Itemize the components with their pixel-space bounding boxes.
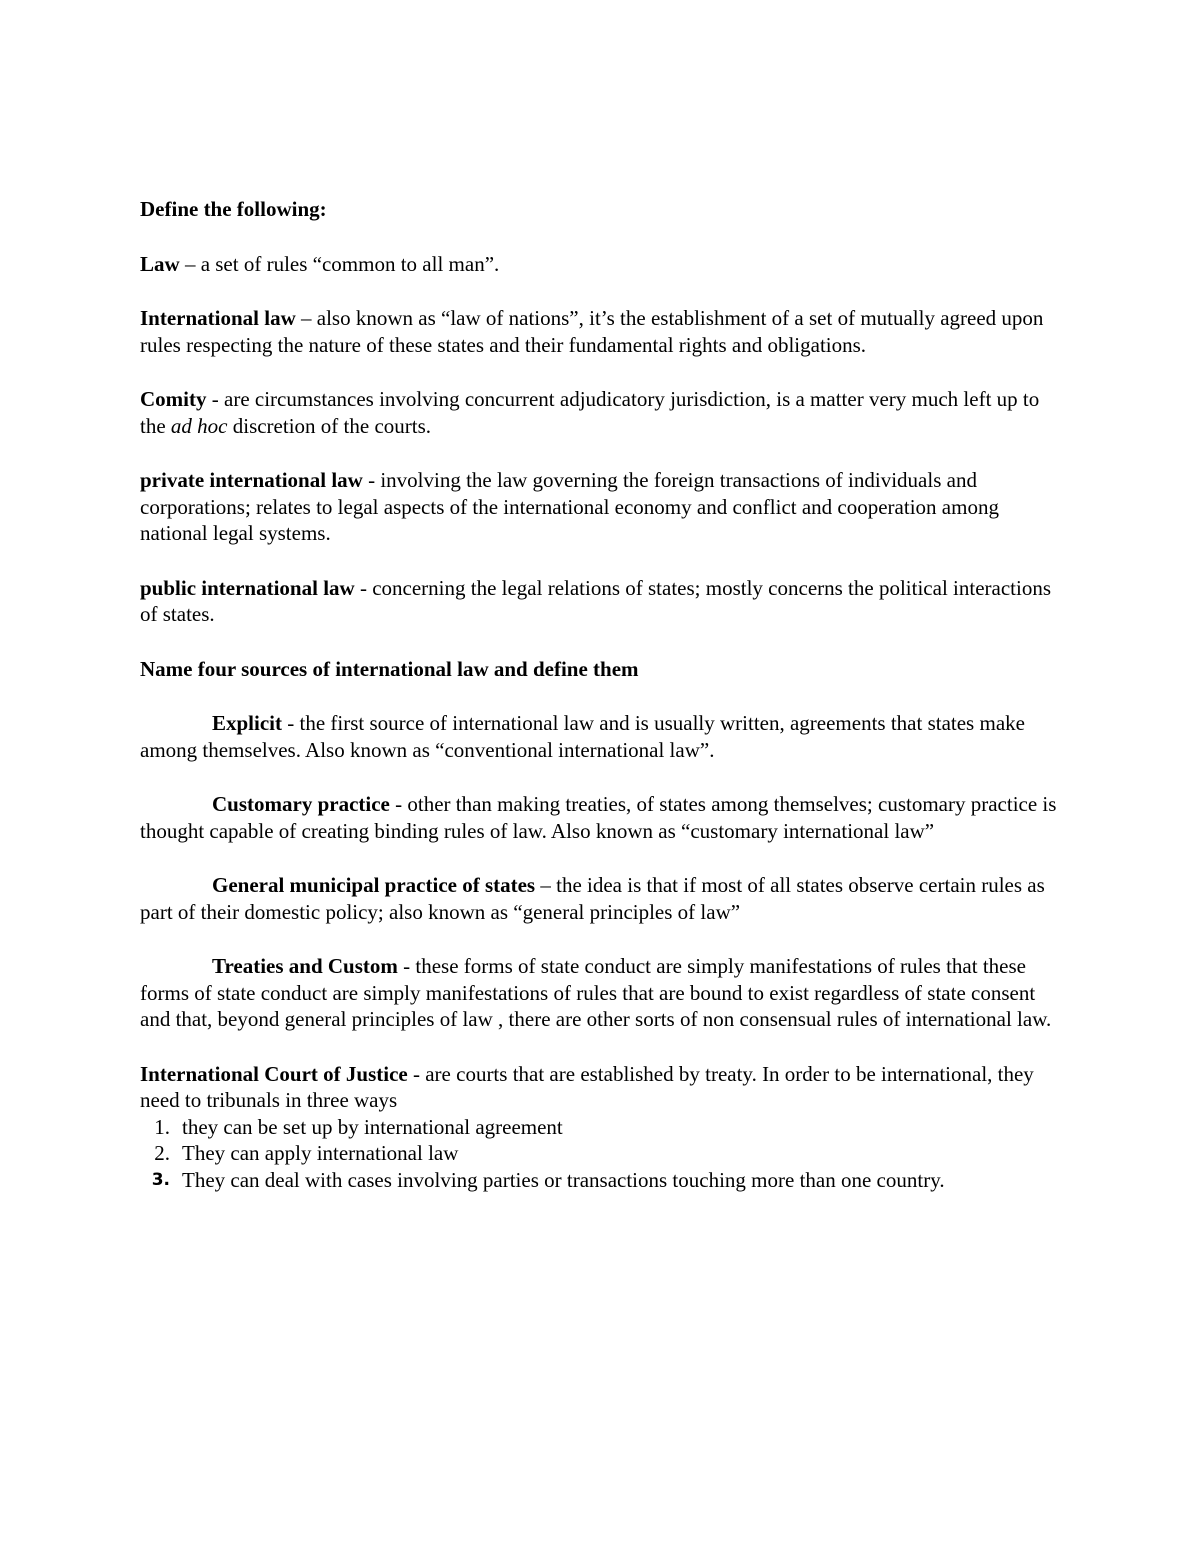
separator: - — [407, 1061, 426, 1086]
list-number: 3. — [151, 1169, 170, 1190]
source-explicit — [140, 710, 1070, 763]
definition-text: concerning the legal relations of states; mostly concerns the political interactions of states. — [140, 575, 1051, 626]
term-label: public international law — [140, 575, 355, 600]
term-label: Customary practice — [212, 792, 390, 816]
source-general-municipal-practice — [140, 872, 1070, 925]
list-item — [140, 1140, 1070, 1167]
definition-text: also known as “law of nations”, it’s the establishment of a set of mutually agreed upon rules respecting the nature of these states and their fundamental rights and obligations. — [140, 306, 1044, 357]
definition-text-end: discretion of the courts. — [227, 413, 432, 438]
source-customary-practice — [140, 791, 1070, 844]
term-label: Law — [140, 251, 180, 276]
list-item — [140, 1114, 1070, 1141]
list-item-text: they can be set up by international agreement — [182, 1114, 563, 1139]
definition-text: the first source of international law and is usually written, agreements that states make among themselves. Also known as “conventional international law”. — [140, 711, 1025, 762]
term-label: International law — [140, 306, 296, 330]
separator: – — [535, 873, 557, 897]
term-label: General municipal practice of states — [212, 873, 536, 897]
definition-text: other than making treaties, of states among themselves; customary practice is thought capable of creating binding rules of law. Also known as “customary international law” — [140, 792, 1057, 843]
definition-text: a set of rules “common to all man”. — [200, 251, 500, 276]
definition-law — [140, 251, 1070, 278]
definition-public-international-law — [140, 575, 1070, 628]
term-label: Explicit — [212, 711, 283, 735]
separator: - — [362, 468, 381, 492]
source-treaties-and-custom — [140, 953, 1070, 1033]
separator: - — [389, 792, 408, 816]
definition-text: are circumstances involving concurrent adjudicatory jurisdiction, is a matter very much left up to the — [140, 387, 1040, 438]
definition-text: are courts that are established by treaty. In order to be international, they need to tribunals in three ways — [140, 1061, 1034, 1112]
list-item-text: They can deal with cases involving parties or transactions touching more than one country. — [182, 1167, 945, 1192]
definition-icj — [140, 1061, 1070, 1114]
definition-private-international-law — [140, 467, 1070, 547]
term-label: International Court of Justice — [140, 1061, 408, 1086]
separator: - — [397, 954, 416, 978]
separator: – — [179, 251, 201, 276]
document-page — [140, 196, 1070, 1193]
definition-text: involving the law governing the foreign transactions of individuals and corporations; relates to legal aspects of the international economy and conflict and cooperation among national legal systems. — [140, 468, 999, 545]
separator: – — [295, 306, 317, 330]
term-label: Treaties and Custom — [212, 954, 398, 978]
icj-ways-list — [140, 1114, 1070, 1194]
term-label: private international law — [140, 468, 363, 492]
definition-text: the idea is that if most of all states observe certain rules as part of their domestic policy; also known as “general principles of law” — [140, 873, 1045, 924]
list-number: 2. — [154, 1141, 170, 1165]
term-label: Comity — [140, 387, 207, 411]
definition-comity — [140, 386, 1070, 439]
separator: - — [206, 387, 224, 411]
italic-phrase: ad hoc — [170, 413, 228, 438]
separator: - — [354, 575, 373, 600]
list-item — [140, 1167, 1070, 1194]
list-item-text: They can apply international law — [182, 1141, 459, 1165]
section-heading-define: Define the following: — [140, 197, 327, 221]
definition-international-law — [140, 305, 1070, 358]
definition-text: these forms of state conduct are simply manifestations of rules that these forms of state conduct are simply manifestations of rules that are bound to exist regardless of state consent and that, beyond general principles of law , there are other sorts of non consensual rules of international law. — [140, 954, 1052, 1031]
list-number: 1. — [154, 1114, 170, 1139]
separator: - — [282, 711, 300, 735]
section-heading-sources: Name four sources of international law and define them — [140, 656, 639, 681]
